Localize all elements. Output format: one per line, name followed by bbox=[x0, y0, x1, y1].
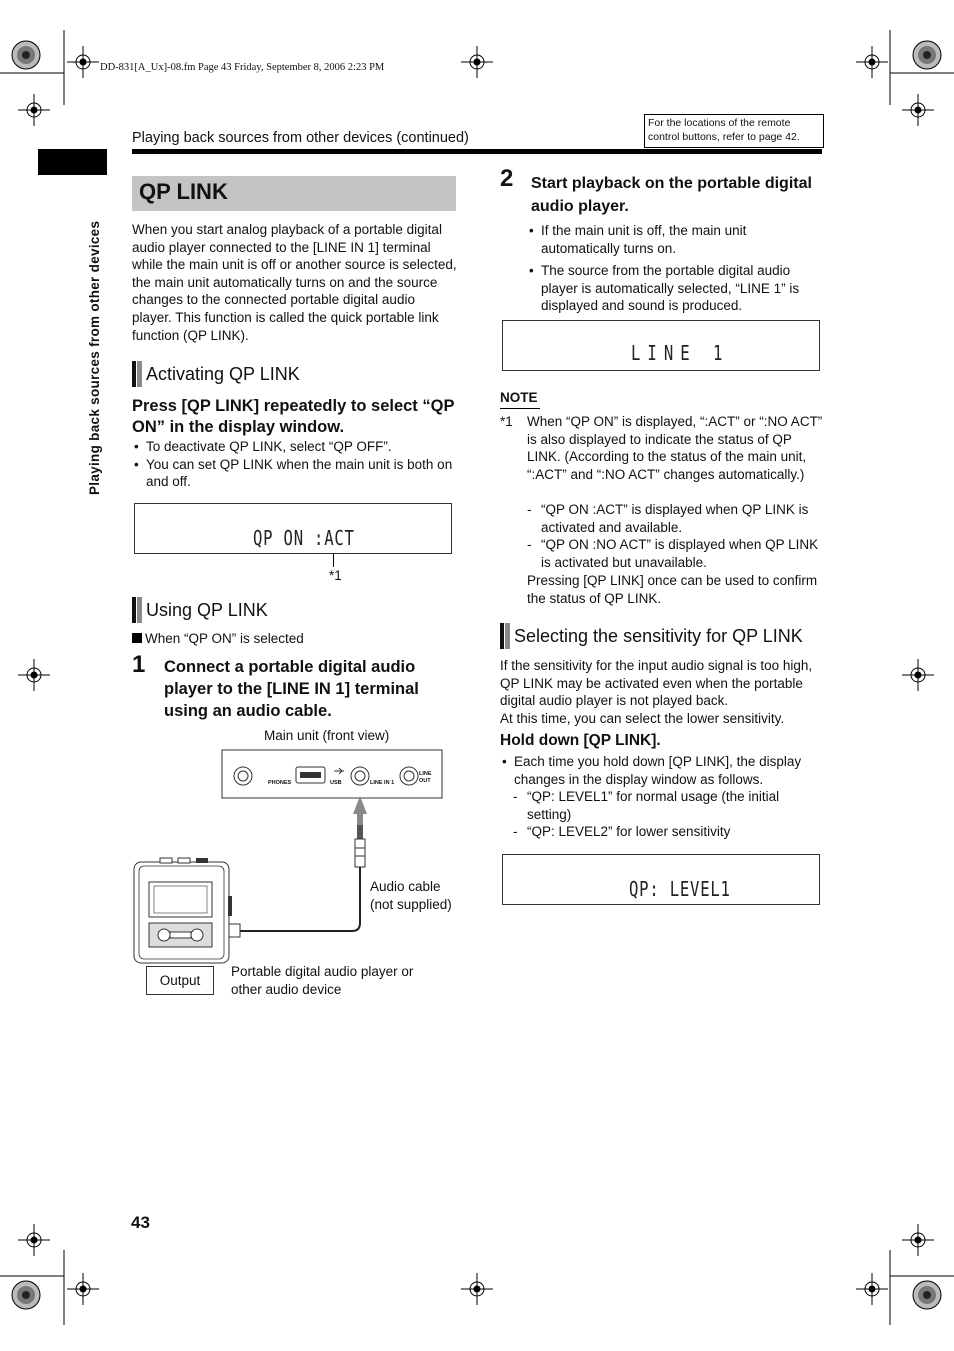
side-tab-bar bbox=[38, 149, 107, 175]
display-text: QP: LEVEL1 bbox=[629, 877, 731, 901]
sensitivity-bullets bbox=[500, 753, 822, 788]
step1-number: 1 bbox=[132, 651, 146, 678]
step2-number: 2 bbox=[500, 165, 514, 192]
note-marker: *1 bbox=[500, 414, 513, 429]
using-heading: Using QP LINK bbox=[132, 597, 268, 623]
note-dash-list bbox=[527, 501, 823, 571]
section-title: QP LINK bbox=[139, 179, 228, 204]
display-text: LINE 1 bbox=[631, 341, 730, 365]
print-info: DD-831[A_Ux]-08.fm Page 43 Friday, September 8, 2006 2:23 PM bbox=[100, 62, 385, 73]
note-heading: NOTE bbox=[500, 390, 538, 405]
list-item: - “QP: LEVEL1” for normal usage (the initial setting) bbox=[513, 788, 823, 823]
list-item: • If the main unit is off, the main unit automatically turns on. bbox=[527, 222, 825, 257]
note-tail: Pressing [QP LINK] once can be used to confirm the status of QP LINK. bbox=[527, 573, 818, 606]
port-label-phones: PHONES bbox=[268, 780, 292, 786]
note-text: When “QP ON” is displayed, “:ACT” or “:NO ACT” is also displayed to indicate the status of QP LINK. (According to the status of the main unit, “:ACT” and “:NO ACT” changes automatically.) bbox=[527, 414, 823, 482]
step1-text: Connect a portable digital audio player to the [LINE IN 1] terminal using an audio cable. bbox=[164, 658, 419, 720]
display-line1 bbox=[502, 320, 820, 371]
display-qp-level bbox=[502, 854, 820, 905]
sensitivity-dash-list bbox=[513, 788, 823, 841]
list-item: • You can set QP LINK when the main unit is both on and off. bbox=[132, 456, 458, 491]
remote-note-text: For the locations of the remote control buttons, refer to page 42. bbox=[648, 117, 800, 143]
step2-text: Start playback on the portable digital audio player. bbox=[531, 175, 812, 215]
side-tab-label: Playing back sources from other devices bbox=[87, 220, 102, 495]
step2-bullets bbox=[527, 222, 825, 315]
display-text: QP ON :ACT bbox=[253, 526, 355, 550]
list-item: - “QP ON :ACT” is displayed when QP LINK is activated and available. bbox=[527, 501, 823, 536]
list-item: • To deactivate QP LINK, select “QP OFF”. bbox=[132, 438, 458, 456]
device-label-line1: Portable digital audio player or bbox=[231, 964, 414, 979]
activating-bullets bbox=[132, 438, 458, 491]
output-label-box bbox=[146, 966, 214, 995]
activating-instruction: Press [QP LINK] repeatedly to select “QP ON” in the display window. bbox=[132, 397, 455, 436]
sensitivity-intro: If the sensitivity for the input audio signal is too high, QP LINK may be activated even when the portable digital audio player is not played back. bbox=[500, 658, 813, 709]
main-unit-label: Main unit (front view) bbox=[264, 728, 390, 743]
port-label-usb: USB bbox=[330, 780, 342, 786]
callout-marker: *1 bbox=[329, 568, 342, 583]
connection-diagram bbox=[130, 748, 460, 973]
list-item: • Each time you hold down [QP LINK], the display changes in the display window as follows. bbox=[500, 753, 822, 788]
page-number: 43 bbox=[131, 1213, 150, 1232]
running-title: Playing back sources from other devices (continued) bbox=[132, 130, 469, 146]
remote-note-box bbox=[644, 114, 824, 148]
cable-label-line2: (not supplied) bbox=[370, 897, 452, 912]
device-label-line2: other audio device bbox=[231, 982, 342, 997]
callout-line bbox=[333, 553, 334, 567]
header-rule bbox=[132, 149, 822, 154]
sensitivity-instruction: Hold down [QP LINK]. bbox=[500, 732, 661, 749]
port-label-line-in: LINE IN 1 bbox=[370, 780, 395, 786]
port-label-line-out: LINE OUT bbox=[419, 771, 432, 784]
sensitivity-heading: Selecting the sensitivity for QP LINK bbox=[500, 623, 803, 649]
display-qp-on bbox=[134, 503, 452, 554]
list-item: - “QP ON :NO ACT” is displayed when QP LINK is activated but unavailable. bbox=[527, 536, 823, 571]
output-label: Output bbox=[159, 973, 201, 988]
square-bullet-icon bbox=[132, 633, 142, 643]
activating-heading: Activating QP LINK bbox=[132, 361, 300, 387]
sensitivity-intro-2: At this time, you can select the lower sensitivity. bbox=[500, 711, 785, 726]
condition-text: When “QP ON” is selected bbox=[145, 631, 304, 646]
note-rule bbox=[500, 408, 540, 409]
list-item: - “QP: LEVEL2” for lower sensitivity bbox=[513, 823, 823, 841]
using-condition bbox=[132, 630, 304, 648]
list-item: • The source from the portable digital audio player is automatically selected, “LINE 1” is displayed and sound is produced. bbox=[527, 262, 825, 315]
cable-label-line1: Audio cable bbox=[370, 879, 441, 894]
intro-paragraph: When you start analog playback of a portable digital audio player connected to the [LINE IN 1] terminal while the main unit is off or another source is selected, the main unit automatically turns on and the source changes to the connected portable digital audio player. This function is called the quick portable link function (QP LINK). bbox=[132, 222, 457, 343]
